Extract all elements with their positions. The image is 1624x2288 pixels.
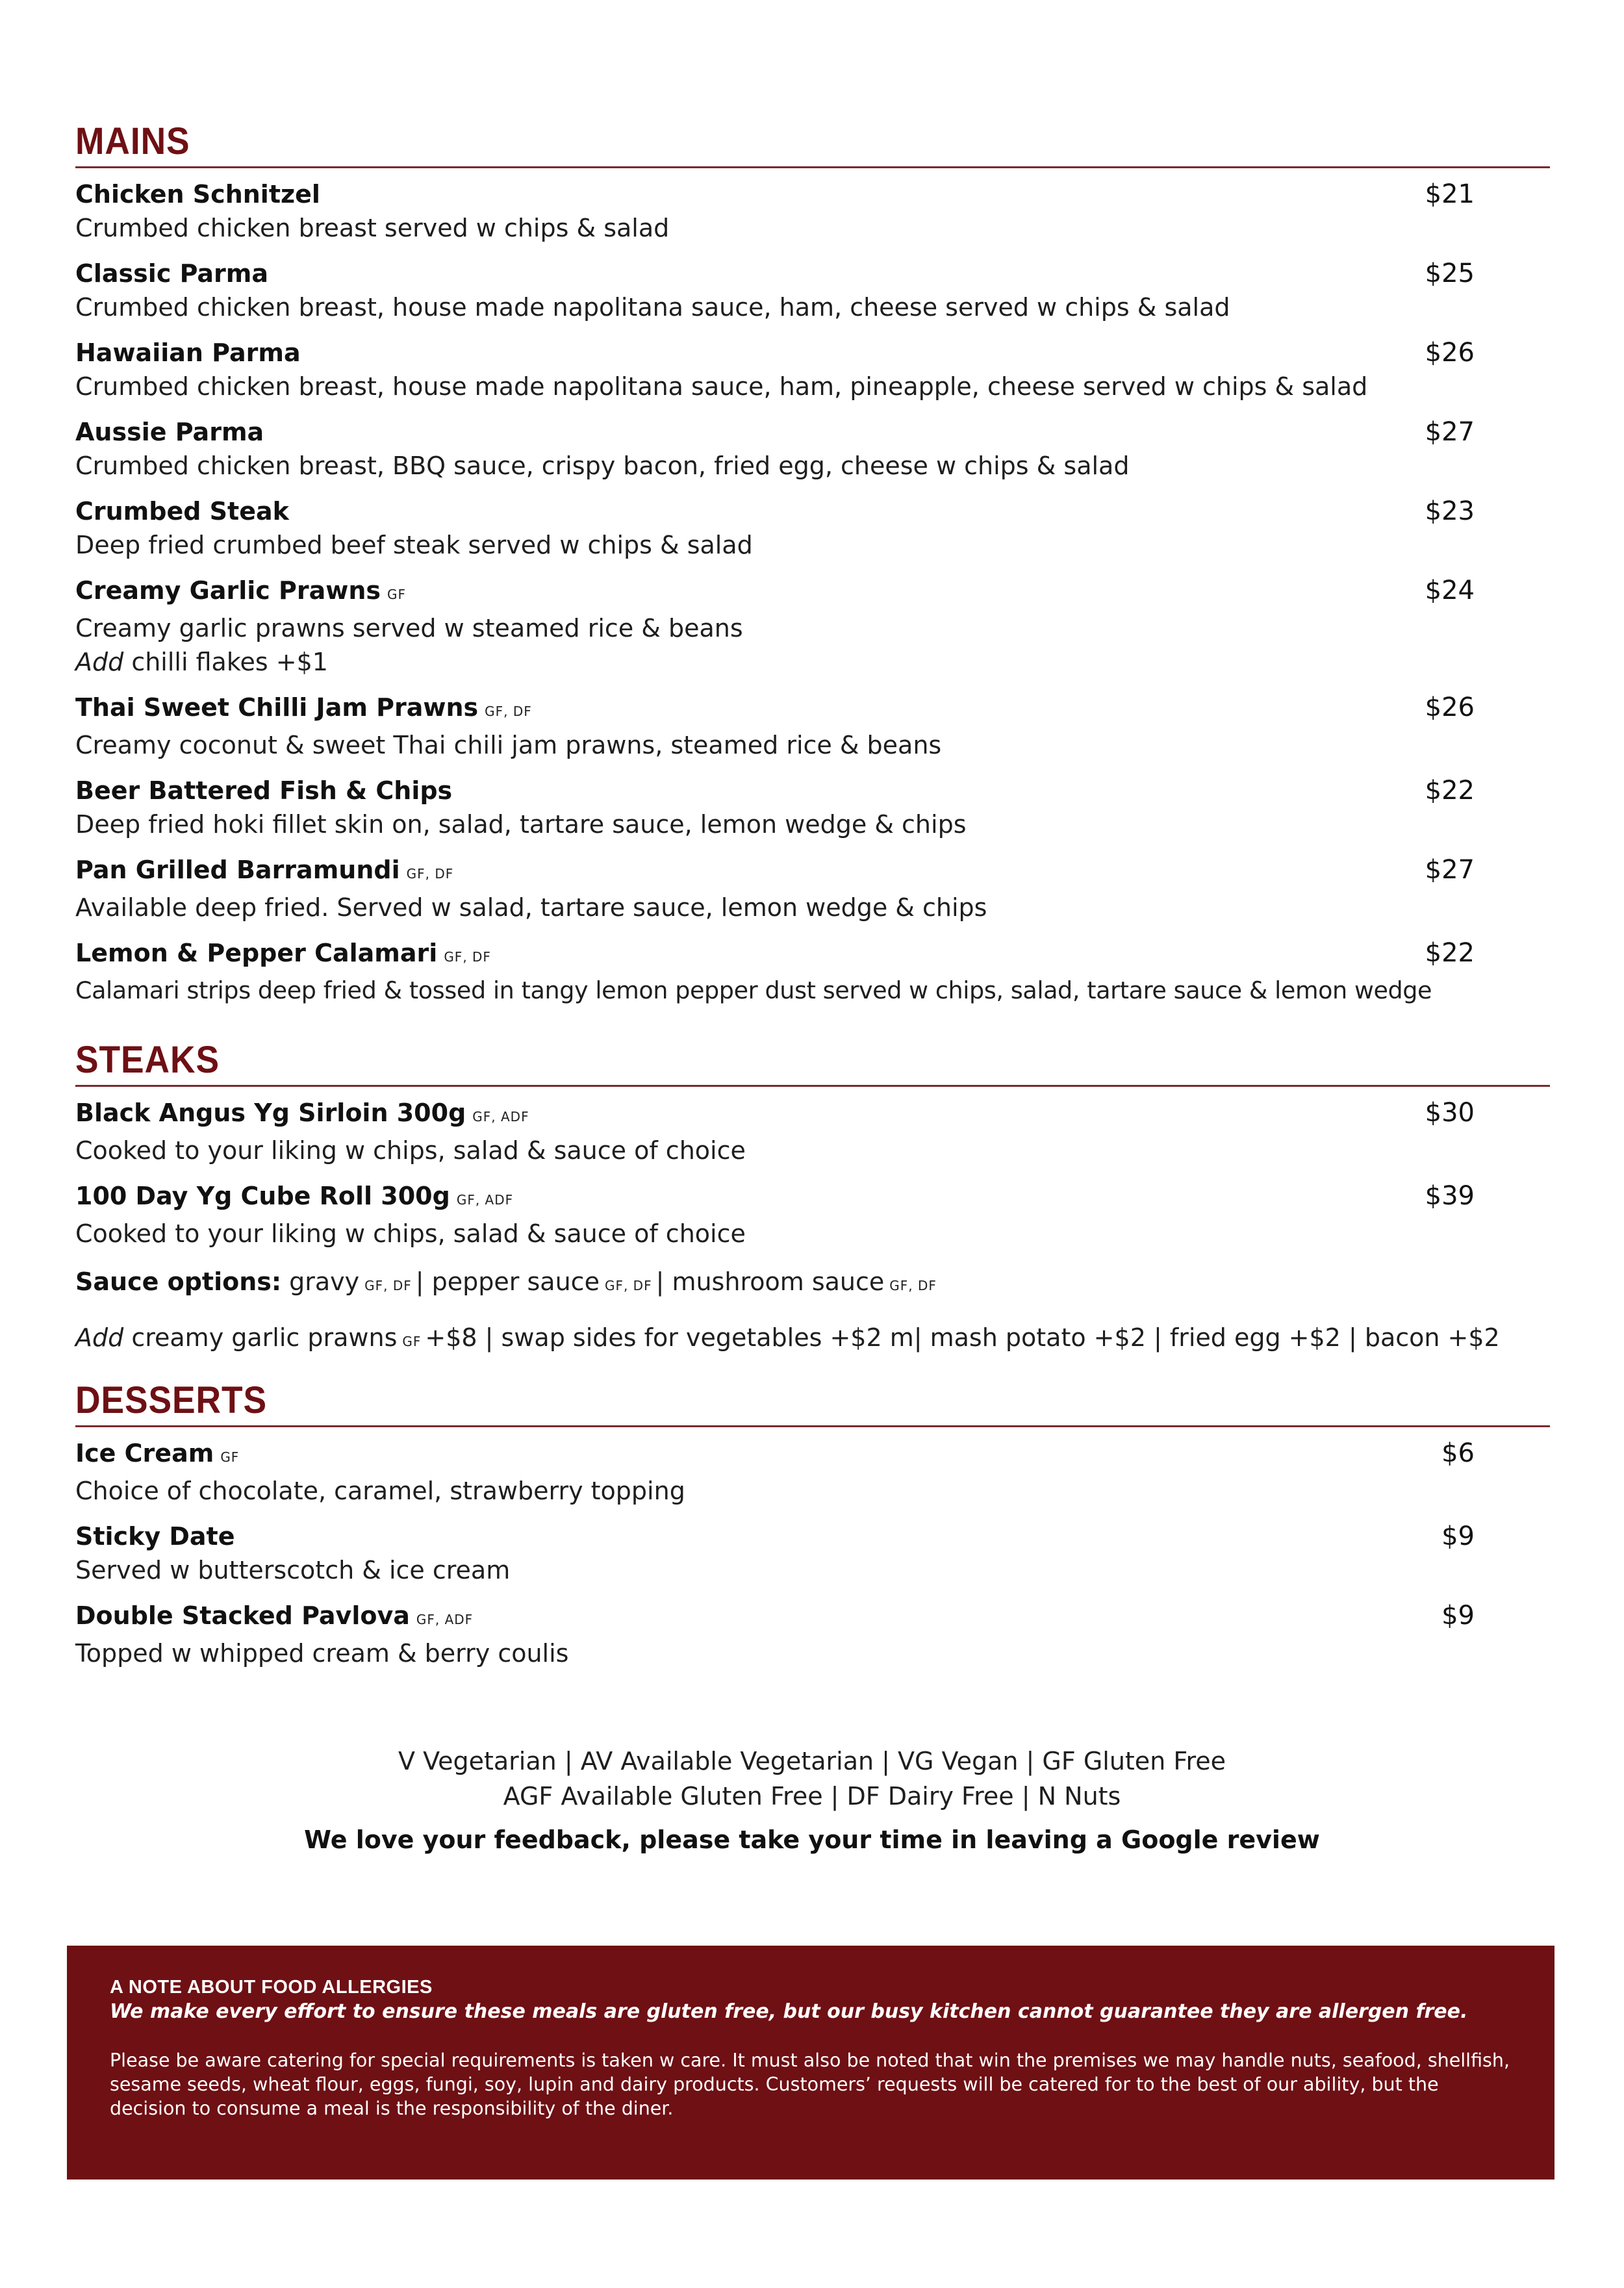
menu-item-name: Ice Cream <box>75 1439 214 1468</box>
allergy-body: Please be aware catering for special requirements is taken w care. It must also be noted that win the premises we may handle nuts, seafood, shellfish, sesame seeds, wheat flour, eggs, fungi, soy, lupin and dairy products. Customers’ requests will be catered for to the best of our ability, but the decision to consume a meal is the responsibility of the diner. <box>110 2050 1510 2119</box>
sauce-gravy: gravy <box>289 1267 360 1296</box>
steak-extras-label: Add <box>75 1323 124 1352</box>
steaks-section <box>75 1039 1550 1358</box>
menu-item-name-row <box>75 257 1550 290</box>
menu-item-description: Creamy garlic prawns served w steamed rice & beans <box>75 614 743 642</box>
menu-item-price: $6 <box>1441 1438 1475 1468</box>
sauce-options-label: Sauce options: <box>75 1267 282 1296</box>
desserts-section <box>75 1380 1550 1670</box>
menu-item <box>75 574 1550 679</box>
menu-item-description: Creamy coconut & sweet Thai chili jam prawns, steamed rice & beans <box>75 731 942 759</box>
menu-item-description: Cooked to your liking w chips, salad & sauce of choice <box>75 1219 746 1248</box>
menu-item-name: Creamy Garlic Prawns <box>75 576 381 605</box>
menu-item-addon-text: chilli flakes +$1 <box>123 648 328 676</box>
menu-item-name: 100 Day Yg Cube Roll 300g <box>75 1182 450 1210</box>
menu-item-name-row <box>75 1599 1550 1636</box>
menu-item <box>75 1179 1550 1251</box>
menu-item-description: Crumbed chicken breast served w chips & salad <box>75 214 670 242</box>
menu-item <box>75 853 1550 924</box>
sauce-pepper: | pepper sauce <box>415 1267 600 1296</box>
steaks-list <box>75 1096 1550 1251</box>
menu-item-name-row <box>75 1096 1550 1134</box>
menu-item-price: $9 <box>1441 1521 1475 1551</box>
menu-item-description: Deep fried crumbed beef steak served w chips & salad <box>75 531 753 559</box>
menu-item-name-row <box>75 774 1550 807</box>
steak-extras-prawns: creamy garlic prawns <box>123 1323 398 1352</box>
menu-item-description: Available deep fried. Served w salad, tartare sauce, lemon wedge & chips <box>75 893 987 922</box>
menu-item <box>75 257 1550 324</box>
menu-item-price: $24 <box>1425 576 1475 605</box>
menu-item-description: Choice of chocolate, caramel, strawberry topping <box>75 1477 685 1505</box>
menu-item <box>75 1519 1550 1587</box>
mains-rule <box>75 166 1550 168</box>
sauce-options <box>75 1265 1550 1303</box>
menu-item-name-row <box>75 177 1550 211</box>
menu-item-name: Thai Sweet Chilli Jam Prawns <box>75 693 479 722</box>
menu-item-description: Deep fried hoki fillet skin on, salad, tartare sauce, lemon wedge & chips <box>75 810 967 839</box>
legend-line-2: AGF Available Gluten Free | DF Dairy Free | N Nuts <box>503 1782 1121 1811</box>
steaks-title: STEAKS <box>75 1039 220 1081</box>
menu-item-name-row <box>75 494 1550 528</box>
steak-extras-rest: +$8 | swap sides for vegetables +$2 m| mash potato +$2 | fried egg +$2 | bacon +$2 <box>425 1323 1500 1352</box>
menu-item-name-row <box>75 336 1550 370</box>
allergy-note <box>67 1946 1554 2180</box>
menu-item-name: Crumbed Steak <box>75 497 289 526</box>
menu-item-price: $22 <box>1425 776 1475 806</box>
menu-item-dietary-tags: GF, DF <box>444 949 491 965</box>
menu-item-dietary-tags: GF, DF <box>406 866 454 882</box>
allergy-subtitle: We make every effort to ensure these meals are gluten free, but our busy kitchen cannot guarantee they are allergen free. <box>110 2000 1468 2023</box>
menu-item <box>75 494 1550 562</box>
menu-item-name-row <box>75 574 1550 611</box>
mains-section <box>75 121 1550 1008</box>
menu-item <box>75 1436 1550 1508</box>
mains-title: MAINS <box>75 120 190 162</box>
menu-item-price: $25 <box>1425 259 1475 288</box>
menu-item-dietary-tags: GF, ADF <box>456 1192 514 1208</box>
menu-item <box>75 415 1550 483</box>
menu-item-addon-label: Add <box>75 648 124 676</box>
menu-item-name-row <box>75 853 1550 891</box>
menu-item-description: Crumbed chicken breast, house made napolitana sauce, ham, pineapple, cheese served w chips & salad <box>75 372 1368 401</box>
menu-item-dietary-tags: GF <box>387 587 407 602</box>
menu-item-description: Calamari strips deep fried & tossed in tangy lemon pepper dust served w chips, salad, tartare sauce & lemon wedge <box>75 976 1432 1004</box>
menu-item-price: $22 <box>1425 938 1475 968</box>
menu-item-price: $30 <box>1425 1098 1475 1128</box>
menu-item-price: $23 <box>1425 496 1475 526</box>
menu-item-dietary-tags: GF, DF <box>485 704 532 719</box>
menu-item-name: Pan Grilled Barramundi <box>75 856 400 884</box>
menu-item <box>75 774 1550 841</box>
steak-extras-prawns-tags: GF <box>402 1334 422 1349</box>
sauce-mushroom: | mushroom sauce <box>655 1267 885 1296</box>
menu-item-name-row <box>75 1179 1550 1217</box>
menu-item-name: Double Stacked Pavlova <box>75 1601 410 1630</box>
menu-item-name-row <box>75 1519 1550 1553</box>
menu-item-name-row <box>75 415 1550 449</box>
menu-item-name: Lemon & Pepper Calamari <box>75 939 438 967</box>
menu-item <box>75 1096 1550 1167</box>
menu-item <box>75 1599 1550 1670</box>
sauce-mushroom-tags: GF, DF <box>889 1278 937 1293</box>
steak-extras <box>75 1321 1550 1358</box>
menu-item-name: Beer Battered Fish & Chips <box>75 776 453 805</box>
menu-item <box>75 936 1550 1008</box>
menu-item-description: Crumbed chicken breast, BBQ sauce, crispy bacon, fried egg, cheese w chips & salad <box>75 451 1130 480</box>
menu-item-dietary-tags: GF <box>220 1449 240 1465</box>
sauce-gravy-tags: GF, DF <box>364 1278 412 1293</box>
menu-item-price: $39 <box>1425 1181 1475 1211</box>
menu-item-name: Chicken Schnitzel <box>75 180 320 209</box>
desserts-title: DESSERTS <box>75 1379 267 1421</box>
menu-item-name: Hawaiian Parma <box>75 338 301 367</box>
mains-list <box>75 177 1550 1008</box>
feedback-message: We love your feedback, please take your time in leaving a Google review <box>304 1825 1320 1854</box>
menu-item-name-row <box>75 1436 1550 1474</box>
menu-item-name: Aussie Parma <box>75 418 264 446</box>
menu-item-price: $21 <box>1425 179 1475 209</box>
menu-item-name: Sticky Date <box>75 1522 235 1551</box>
menu-item <box>75 177 1550 245</box>
legend-line-1: V Vegetarian | AV Available Vegetarian | VG Vegan | GF Gluten Free <box>398 1747 1226 1775</box>
menu-item-price: $9 <box>1441 1601 1475 1631</box>
steaks-rule <box>75 1085 1550 1087</box>
menu-item-dietary-tags: GF, ADF <box>416 1612 474 1627</box>
menu-item-price: $26 <box>1425 338 1475 368</box>
desserts-rule <box>75 1425 1550 1427</box>
menu-item <box>75 691 1550 762</box>
menu-item-description: Served w butterscotch & ice cream <box>75 1556 511 1584</box>
menu-item-description: Topped w whipped cream & berry coulis <box>75 1639 569 1668</box>
menu-item-name-row <box>75 936 1550 974</box>
menu-item-addon <box>75 645 1550 679</box>
desserts-list <box>75 1436 1550 1670</box>
menu-item-price: $27 <box>1425 855 1475 885</box>
menu-item-price: $27 <box>1425 417 1475 447</box>
menu-item-name: Classic Parma <box>75 259 269 288</box>
menu-item-name-row <box>75 691 1550 728</box>
sauce-pepper-tags: GF, DF <box>604 1278 652 1293</box>
menu-item <box>75 336 1550 403</box>
dietary-legend <box>0 1744 1624 1814</box>
menu-item-description: Cooked to your liking w chips, salad & sauce of choice <box>75 1136 746 1165</box>
menu-item-name: Black Angus Yg Sirloin 300g <box>75 1099 466 1127</box>
menu-item-dietary-tags: GF, ADF <box>472 1109 529 1125</box>
menu-item-price: $26 <box>1425 693 1475 722</box>
menu-item-description: Crumbed chicken breast, house made napolitana sauce, ham, cheese served w chips & salad <box>75 293 1230 322</box>
allergy-title: A NOTE ABOUT FOOD ALLERGIES <box>110 1977 433 1998</box>
